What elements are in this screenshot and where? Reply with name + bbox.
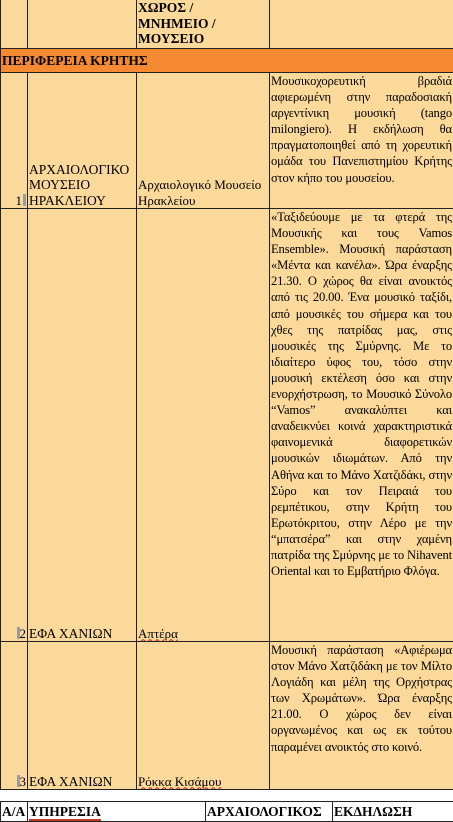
header-cell-empty [1,0,28,49]
next-header-number-label: Α/Α [2,803,26,819]
region-label: ΠΕΡΙΦΕΡΕΙΑ ΚΡΗΤΗΣ [2,52,148,68]
header-cell-empty [270,0,453,49]
description-cell: Μουσικοχορευτική βραδιά αφιερωμένη στην παραδοσιακή αργεντίνικη μουσική (tango milongiero). Η εκδήλωση θα πραγματοποιηθεί από τη χορευτική ομάδα του Πανεπιστημίου Κρήτης στον κήπο του μουσείου. [270,73,453,209]
table-row [1,73,453,209]
row-number: 3 [19,774,26,789]
header-site-line: ΧΩΡΟΣ / [138,0,194,15]
next-header-event [333,802,453,822]
table-row [1,209,453,642]
site-name: Ρόκκα Κισάμου [138,773,222,789]
next-header-service [28,802,206,822]
table-header-row [1,0,453,49]
row-number-cell [1,209,28,642]
service-cell: ΑΡΧΑΙΟΛΟΓΙΚΟ ΜΟΥΣΕΙΟ ΗΡΑΚΛΕΙΟΥ [28,73,137,209]
header-cell-site [137,0,270,49]
next-table-header [0,801,453,822]
next-header-service-label: ΥΠΗΡΕΣΙΑ [29,803,101,819]
row-number-cell [1,73,28,209]
description-cell: «Ταξιδεύουμε με τα φτερά της Μουσικής και τους Vamos Ensemble». Μουσική παράσταση «Μέντα και κανέλα». Ώρα έναρξης 21.30. Ο χώρος θα είναι ανοικτός από τις 20.00. Ένα μουσικό ταξίδι, από μουσικές του σήμερα και του χθες της πατρίδας μας, στις μουσικές της Σμύρνης. Με το ιδιαίτερο ύφος του, τόσο στην μουσική εκτέλεση όσο και στην ενορχήστρωση, το Μουσικό Σύνολο “Vamos” ανακαλύπτει και αναδεικνύει κοινά χαρακτηριστικά φαινομενικά διαφορετικών μουσικών ιδιωμάτων. Από την Αθήνα και το Μάνο Χατζιδάκι, στην Σύρο και τον Πειραιά του ρεμπέτικου, στην Κρήτη του Ερωτόκριτου, στην Λέρο με την “μπατσέρα” και στην χαμένη πατρίδα της Σμύρνης με το Nihavent Oriental και το Εμβατήριο Φλόγα. [270,209,453,642]
site-cell: Αρχαιολογικό Μουσείο Ηρακλείου [137,73,270,209]
next-header-row [1,802,453,822]
header-site-line: ΜΟΥΣΕΙΟ [138,31,205,46]
site-name: Απτέρα [138,625,178,641]
site-cell [137,209,270,642]
service-cell: ΕΦΑ ΧΑΝΙΩΝ [28,209,137,642]
site-cell [137,642,270,790]
next-header-site-label: ΑΡΧΑΙΟΛΟΓΙΚΟΣ [207,803,322,819]
service-cell: ΕΦΑ ΧΑΝΙΩΝ [28,642,137,790]
header-site-line: ΜΝΗΜΕΙΟ / [138,15,216,31]
region-cell [1,49,453,73]
table-row [1,642,453,790]
next-header-event-label: ΕΚΔΗΛΩΣΗ [334,803,413,819]
region-row [1,49,453,73]
description-cell: Μουσική παράσταση «Αφιέρωμα στον Μάνο Χατζιδάκη με τον Μίλτο Λογιάδη και μέλη της Ορχήστρας των Χρωμάτων». Ώρα έναρξης 21.00. Ο χώρος δεν είναι οργανωμένος και ως εκ τούτου παραμένει ανοικτός στο κοινό. [270,642,453,790]
row-number: 2 [19,626,26,641]
header-cell-empty [28,0,137,49]
row-marker-icon [23,194,26,206]
next-header-number [1,802,28,822]
row-number: 1 [15,193,22,208]
row-number-cell [1,642,28,790]
next-header-site [206,802,333,822]
